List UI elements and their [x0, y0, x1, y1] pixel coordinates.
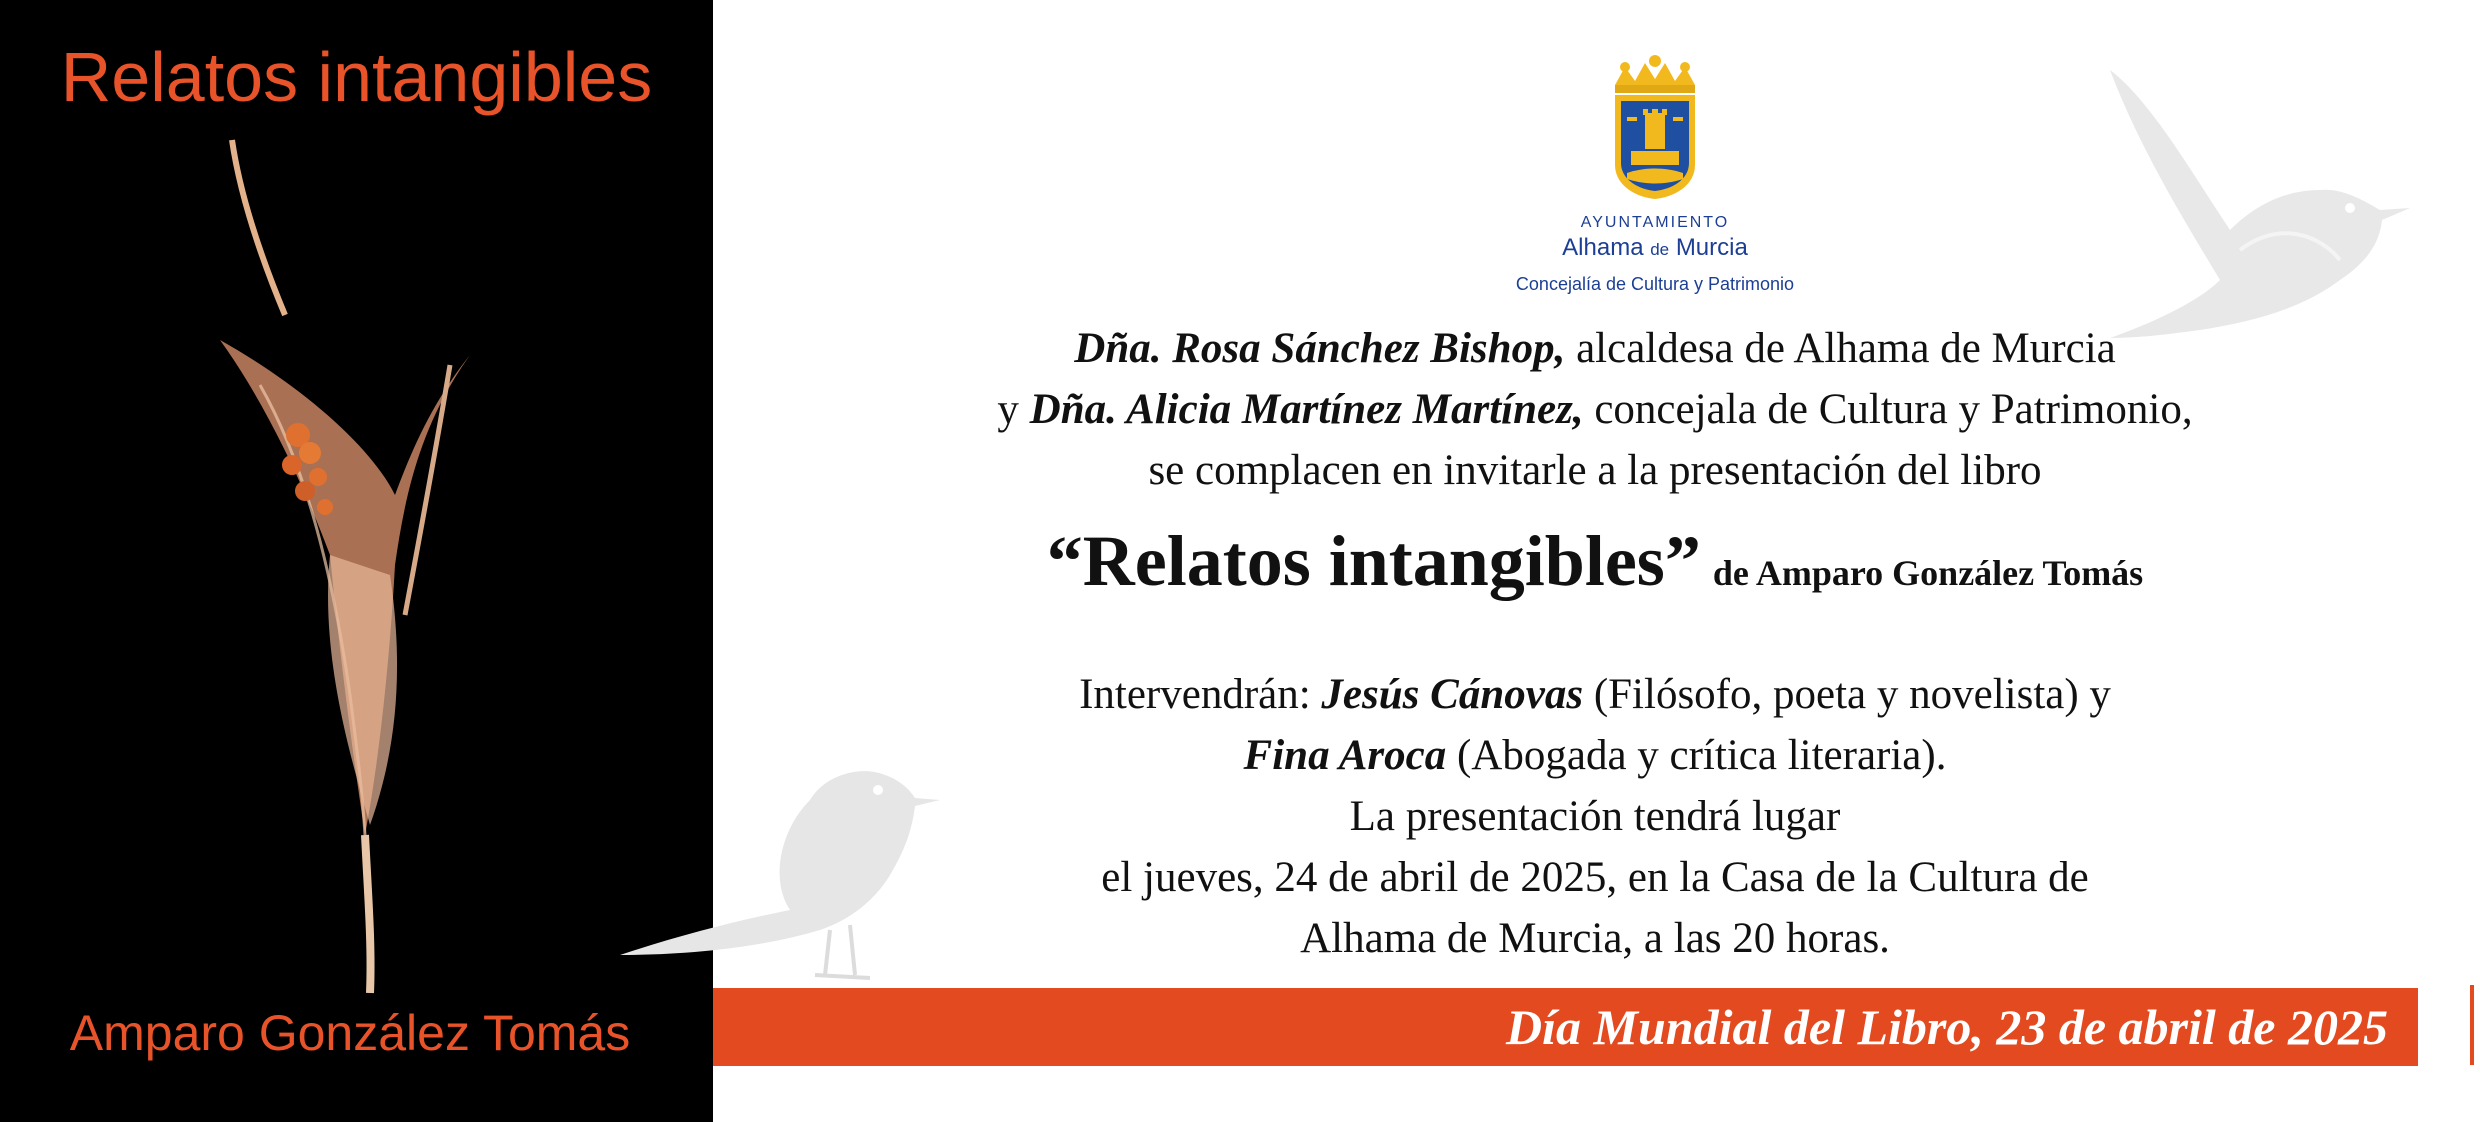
- bird-flying-icon: [2080, 60, 2420, 340]
- banner-text: Día Mundial del Libro, 23 de abril de 2025: [1506, 999, 2388, 1055]
- book-cover-panel: [0, 0, 713, 1122]
- logo-line-department: Concejalía de Cultura y Patrimonio: [1515, 274, 1795, 294]
- host2-role: concejala de Cultura y Patrimonio,: [1583, 386, 2193, 433]
- cover-author: Amparo González Tomás: [69, 1005, 631, 1061]
- logo-line-municipality: Alhama de Murcia: [1562, 234, 1748, 261]
- invitation-text: [760, 318, 2430, 501]
- invite-line-3: se complacen en invitarle a la presentación del libro: [1148, 447, 2042, 494]
- cover-title: Relatos intangibles: [60, 38, 653, 116]
- event-details: [760, 664, 2430, 969]
- speaker1-name: Jesús Cánovas: [1321, 671, 1584, 718]
- alhama-crest-icon: [1605, 55, 1705, 200]
- logo-line-ayuntamiento: AYUNTAMIENTO: [1580, 214, 1730, 231]
- event-banner: [713, 988, 2418, 1066]
- details-line-4: el jueves, 24 de abril de 2025, en la Casa de la Cultura de: [1101, 854, 2089, 901]
- municipality-logo: [1460, 55, 1850, 295]
- details-line-1: Intervendrán: Jesús Cánovas (Filósofo, poeta y novelista) y: [1079, 671, 2111, 718]
- details-line-3: La presentación tendrá lugar: [1349, 793, 1841, 840]
- invite-line-1: [760, 318, 2430, 379]
- book-author: de Amparo González Tomás: [1712, 553, 2144, 593]
- invite-line-2: y Dña. Alicia Martínez Martínez, concejala de Cultura y Patrimonio,: [997, 386, 2193, 433]
- speaker2-name: Fina Aroca: [1243, 732, 1447, 779]
- host1-name: Dña. Rosa Sánchez Bishop,: [1074, 325, 1566, 372]
- book-title: “Relatos intangibles”: [1046, 521, 1701, 601]
- details-line-2: Fina Aroca (Abogada y crítica literaria).: [1243, 732, 1947, 779]
- host1-role: alcaldesa de Alhama de Murcia: [1565, 325, 2116, 372]
- dried-seed-pod-icon: [180, 135, 500, 995]
- book-title-line: [760, 520, 2430, 603]
- details-line-5: Alhama de Murcia, a las 20 horas.: [1300, 915, 1890, 962]
- host2-name: Dña. Alicia Martínez Martínez,: [1029, 386, 1584, 433]
- banner-edge-mark: [2470, 985, 2474, 1065]
